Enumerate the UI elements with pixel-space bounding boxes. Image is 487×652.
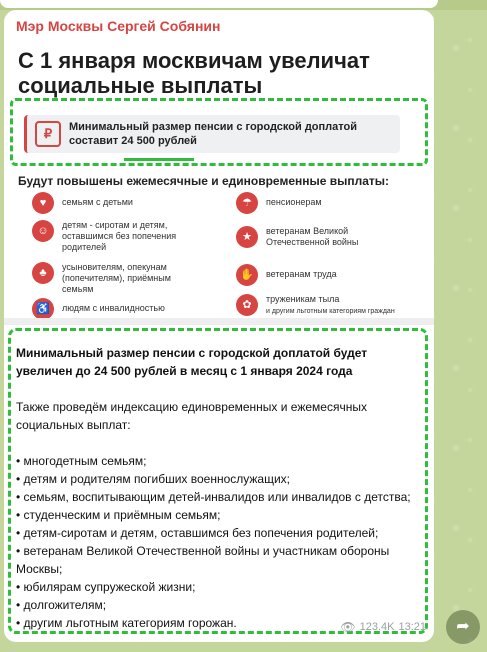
- share-icon: ➦: [456, 618, 470, 635]
- pension-underline: [124, 158, 194, 161]
- wheelchair-icon: ♿: [32, 298, 54, 320]
- benefit-right-note: и другим льготным категориям граждан: [266, 308, 395, 315]
- share-button[interactable]: [446, 610, 480, 644]
- view-count: 123.4K: [359, 621, 395, 633]
- message-bubble[interactable]: [4, 10, 434, 642]
- message-lead: Минимальный размер пенсии с городской доплатой будет увеличен до 24 500 рублей в месяц с 1 января 2024 года: [16, 346, 368, 378]
- list-item: • студенческим и приёмным семьям;: [16, 508, 221, 522]
- infographic-title: С 1 января москвичам увеличат социальные выплаты: [18, 48, 370, 98]
- infographic-footer: [4, 318, 434, 325]
- previous-message-edge: [0, 0, 487, 10]
- family-icon: ♥: [32, 192, 54, 214]
- list-item: • ветеранам Великой Отечественной войны и участникам обороны Москвы;: [16, 544, 390, 576]
- pensioner-icon: ☂: [236, 192, 258, 214]
- pension-line-1: Минимальный размер пенсии с городской доплатой: [69, 121, 357, 133]
- list-item: • семьям, воспитывающим детей-инвалидов или инвалидов с детства;: [16, 490, 411, 504]
- pension-line-2: составит 24 500 рублей: [69, 135, 197, 147]
- message-paragraph: Также проведём индексацию единовременных и ежемесячных социальных выплат:: [16, 400, 367, 432]
- infographic-image[interactable]: С 1 января москвичам увеличат социальные выплаты ₽ Минимальный размер пенсии с городской доплатой составит 24 500 рублей Будут повышены ежемесячные и единовременные выплаты: ♥ семьям с детьми ☺ детям - сиротам и детям, оставшимся без попечения родителей ♣ усыновителям, опекунам (попечителям), приёмным семьям ♿ людям с инвалидностью ☂ пенсионерам ★ ветеранам Великой Отечественной войны ✋ ветеранам труда ✿ труженикам тыла и другим льготным категориям граждан: [4, 40, 434, 325]
- labor-icon: ✋: [236, 264, 258, 286]
- medal-icon: ★: [236, 226, 258, 248]
- message-text: [16, 344, 426, 632]
- list-item: • юбилярам супружеской жизни;: [16, 580, 196, 594]
- rear-worker-icon: ✿: [236, 294, 258, 316]
- benefit-list: [16, 452, 426, 632]
- benefits-title: Будут повышены ежемесячные и единовременные выплаты:: [18, 174, 390, 188]
- list-item: • другим льготным категориям горожан.: [16, 616, 237, 630]
- ruble-icon: ₽: [35, 121, 61, 147]
- eye-icon: 👁: [340, 620, 356, 634]
- child-icon: ☺: [32, 220, 54, 242]
- list-item: • детям-сиротам и детям, оставшимся без попечения родителей;: [16, 526, 379, 540]
- message-meta: [340, 620, 426, 634]
- list-item: • долгожителям;: [16, 598, 107, 612]
- guardian-icon: ♣: [32, 262, 54, 284]
- channel-name[interactable]: Мэр Москвы Сергей Собянин: [16, 18, 221, 34]
- list-item: • детям и родителям погибших военнослужащих;: [16, 472, 290, 486]
- pension-card: [24, 115, 400, 153]
- list-item: • многодетным семьям;: [16, 454, 147, 468]
- message-time: 13:21: [398, 621, 426, 633]
